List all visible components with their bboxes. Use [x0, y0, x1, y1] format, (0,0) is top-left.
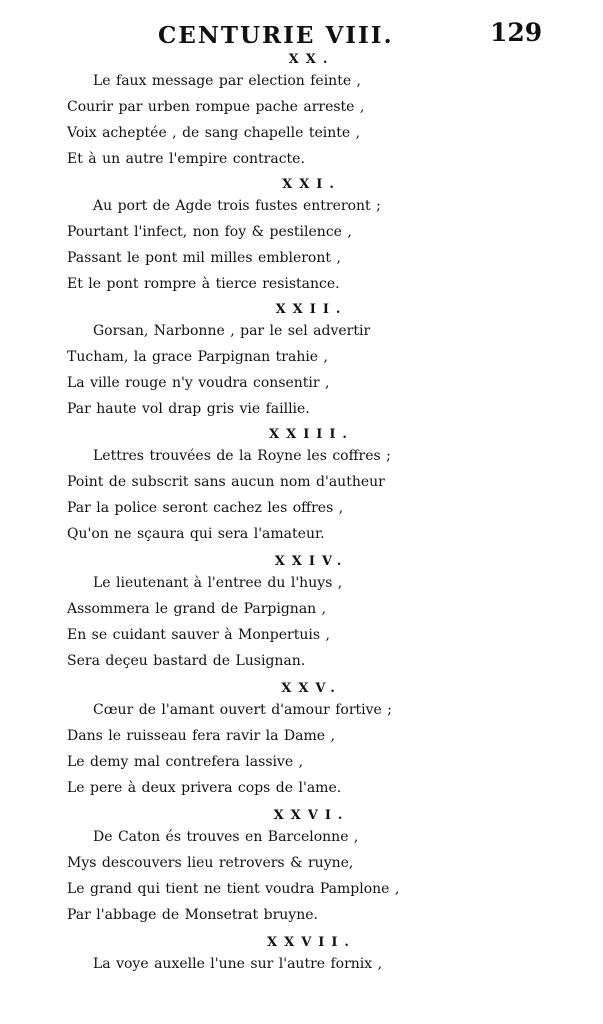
- quatrain-xxv: [0, 681, 603, 801]
- verse-line: Assommera le grand de Parpignan ,: [67, 601, 327, 617]
- verse-line: Qu'on ne sçaura qui sera l'amateur.: [67, 526, 325, 542]
- verse-line: Sera deçeu bastard de Lusignan.: [67, 653, 306, 669]
- verse-line: Le lieutenant à l'entree du l'huys ,: [93, 575, 343, 591]
- verse-line: Pourtant l'infect, non foy & pestilence ,: [67, 224, 352, 240]
- quatrain-xx: [0, 52, 603, 172]
- verse-line: Passant le pont mil milles embleront ,: [67, 250, 341, 266]
- quatrain-numeral: XXIII.: [269, 427, 354, 442]
- verse-line: Mys descouvers lieu retrovers & ruyne,: [67, 855, 354, 871]
- quatrain-numeral: XXVI.: [273, 808, 350, 823]
- verse-line: Au port de Agde trois fustes entreront ;: [93, 198, 381, 214]
- verse-line: Et à un autre l'empire contracte.: [67, 151, 305, 167]
- verse-line: Courir par urben rompue pache arreste ,: [67, 99, 365, 115]
- verse-line: Dans le ruisseau fera ravir la Dame ,: [67, 728, 335, 744]
- verse-line: Et le pont rompre à tierce resistance.: [67, 276, 340, 292]
- quatrain-numeral: XXI.: [282, 177, 341, 192]
- verse-line: Point de subscrit sans aucun nom d'autheur: [67, 474, 385, 490]
- verse-line: Tucham, la grace Parpignan trahie ,: [67, 349, 328, 365]
- verse-line: Gorsan, Narbonne , par le sel advertir: [93, 323, 371, 339]
- verse-line: En se cuidant sauver à Monpertuis ,: [67, 627, 330, 643]
- quatrain-xxiii: [0, 427, 603, 547]
- quatrain-numeral: XX.: [288, 52, 335, 67]
- verse-line: Par la police seront cachez les offres ,: [67, 500, 344, 516]
- verse-line: Lettres trouvées de la Royne les coffres ;: [93, 448, 391, 464]
- verse-line: Par l'abbage de Monsetrat bruyne.: [67, 907, 318, 923]
- quatrain-numeral: XXIV.: [274, 554, 349, 569]
- running-head: [0, 8, 603, 48]
- verse-line: La ville rouge n'y voudra consentir ,: [67, 375, 330, 391]
- running-title: CENTURIE VIII.: [158, 22, 394, 49]
- quatrain-xxii: [0, 302, 603, 422]
- quatrain-xxvii: [0, 935, 603, 977]
- quatrain-numeral: XXVII.: [267, 935, 356, 950]
- quatrain-xxi: [0, 177, 603, 297]
- verse-line: Par haute vol drap gris vie faillie.: [67, 401, 310, 417]
- verse-line: Le demy mal contrefera lassive ,: [67, 754, 304, 770]
- verse-line: La voye auxelle l'une sur l'autre fornix ,: [93, 956, 383, 972]
- quatrain-xxiv: [0, 554, 603, 674]
- verse-line: Cœur de l'amant ouvert d'amour fortive ;: [93, 702, 392, 718]
- page-number: 129: [490, 18, 543, 47]
- verse-line: Le grand qui tient ne tient voudra Pamplone ,: [67, 881, 400, 897]
- quatrain-numeral: XXII.: [275, 302, 348, 317]
- quatrain-numeral: XXV.: [281, 681, 342, 696]
- verse-line: Le pere à deux privera cops de l'ame.: [67, 780, 342, 796]
- quatrain-xxvi: [0, 808, 603, 928]
- verse-line: Voix acheptée , de sang chapelle teinte ,: [67, 125, 361, 141]
- verse-line: Le faux message par election feinte ,: [93, 73, 362, 89]
- verse-line: De Caton és trouves en Barcelonne ,: [93, 829, 359, 845]
